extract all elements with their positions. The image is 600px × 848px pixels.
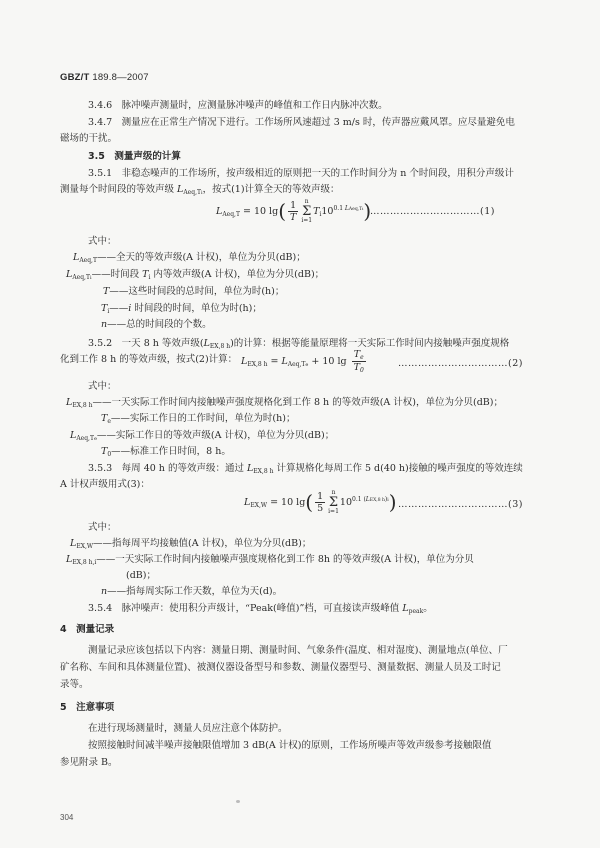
- standard-number: GBZ/T 189.8—2007: [60, 72, 149, 83]
- definition-lex8h-i: $L_{EX,8 h,i}——$一天实际工作时间内接触噪声强度规格化到工作 8h 的等效声级(A 计权)，单位为分贝: [66, 554, 474, 566]
- definition-lex8h-i-cont: (dB)；: [126, 570, 156, 581]
- equation-number-3: ……………………………(3): [398, 499, 523, 510]
- section-4-heading: 4 测量记录: [60, 624, 115, 635]
- definition-te: $T_e——$实际工作日的工作时间，单位为时(h)；: [101, 413, 296, 425]
- formula-3: $L_{EX,W} = 10$ lg( $\frac{1}{5}$ n Σ $i=110^{0.1 (LEX,8 h)i}$): [244, 489, 397, 515]
- definition-lexw: $L_{EX,W}——$指每周平均接触值(A 计权)，单位为分贝(dB)；: [70, 538, 312, 550]
- section-3-5-heading: 3.5 测量声级的计算: [88, 151, 181, 162]
- section-5-para1: 在进行现场测量时，测量人员应注意个体防护。: [88, 723, 288, 734]
- clause-3-4-6: 3.4.6 脉冲噪声测量时，应测量脉冲噪声的峰值和工作日内脉冲次数。: [88, 100, 388, 111]
- equation-number-1: ……………………………(1): [370, 206, 495, 217]
- definition-t0: $T_0——$标准工作日时间，8 h。: [101, 446, 231, 458]
- clause-3-5-2-cont: 化到工作 8 h 的等效声级，按式(2)计算：: [60, 354, 238, 365]
- clause-3-5-4: 3.5.4 脉冲噪声：使用积分声级计，“Peak(峰值)”档，可直接读声级峰值 $L_{peak}$。: [88, 603, 433, 615]
- definition-t: T——这些时间段的总时间，单位为时(h)；: [103, 286, 285, 297]
- section-5-heading: 5 注意事项: [60, 702, 115, 713]
- definition-n-days: n——指每周实际工作天数，单位为天(d)。: [101, 586, 283, 597]
- section-5-para2-line1: 按照接触时间减半噪声接触限值增加 3 dB(A 计权)的原则，工作场所噪声等效声级参考接触限值: [88, 740, 492, 751]
- formula-1: $L_{Aeq,T} = 10$ lg( $\frac{1}{T}$ n Σ $i=1T_i10^{0.1 LAeq,Ti}$): [216, 198, 372, 224]
- definition-laeq-te: $L_{Aeq,Te}——$实际工作日的等效声级(A 计权)，单位为分贝(dB)；: [70, 430, 335, 442]
- definition-lex8h: $L_{EX,8 h}——$一天实际工作时间内接触噪声强度规格化到工作 8 h 的等效声级(A 计权)，单位为分贝(dB)；: [66, 397, 503, 409]
- section-4-para-line2: 矿名称、车间和具体测量位置)、被测仪器设备型号和参数、测量仪器型号、测量数据、测量人员及工时记: [60, 662, 501, 673]
- section-5-para2-line2: 参见附录 B。: [60, 757, 118, 768]
- page-number: 304: [60, 813, 74, 822]
- clause-3-5-1-cont: 测量每个时间段的等效声级 $L_{Aeq,Ti}$，按式(1)计算全天的等效声级：: [60, 184, 340, 196]
- clause-3-4-7: 3.4.7 测量应在正常生产情况下进行。工作场所风速超过 3 m/s 时，传声器应戴风罩。应尽量避免电: [88, 117, 515, 128]
- definition-ti: $T_i——i$ 时间段的时间，单位为时(h)；: [101, 303, 262, 315]
- clause-3-5-1: 3.5.1 非稳态噪声的工作场所，按声级相近的原则把一天的工作时间分为 n 个时间段，用积分声级计: [88, 168, 514, 179]
- where-label-2: 式中：: [88, 381, 117, 392]
- section-4-para-line3: 录等。: [60, 679, 89, 690]
- section-4-para-line1: 测量记录应该包括以下内容：测量日期、测量时间、气象条件(温度、相对湿度)、测量地点(单位、厂: [88, 645, 508, 656]
- scan-speck: [236, 800, 240, 803]
- definition-laeq-t: $L_{Aeq,T}——$全天的等效声级(A 计权)，单位为分贝(dB)；: [73, 252, 306, 264]
- clause-3-4-7-cont: 磁场的干扰。: [60, 133, 118, 144]
- formula-2: $L_{EX,8 h} = L_{Aeq,Te} + 10$ lg $\frac{T_e}{T_0}$: [241, 349, 364, 375]
- where-label-1: 式中：: [88, 236, 117, 247]
- clause-3-5-2: 3.5.2 一天 8 h 等效声级$(L_{EX,8 h})$的计算：根据等能量原理将一天实际工作时间内接触噪声强度规格: [88, 338, 510, 350]
- equation-number-2: ……………………………(2): [398, 358, 523, 369]
- clause-3-5-3-cont: A 计权声级用式(3)：: [60, 479, 150, 490]
- where-label-3: 式中：: [88, 522, 117, 533]
- clause-3-5-3: 3.5.3 每周 40 h 的等效声级：通过 $L_{EX,8 h}$ 计算规格化每周工作 5 d(40 h)接触的噪声强度的等效连续: [88, 463, 523, 475]
- definition-n: n——总的时间段的个数。: [101, 319, 212, 330]
- definition-laeq-ti: $L_{Aeq,Ti}——$时间段 $T_i$ 内等效声级(A 计权)，单位为分贝(dB)；: [66, 269, 325, 281]
